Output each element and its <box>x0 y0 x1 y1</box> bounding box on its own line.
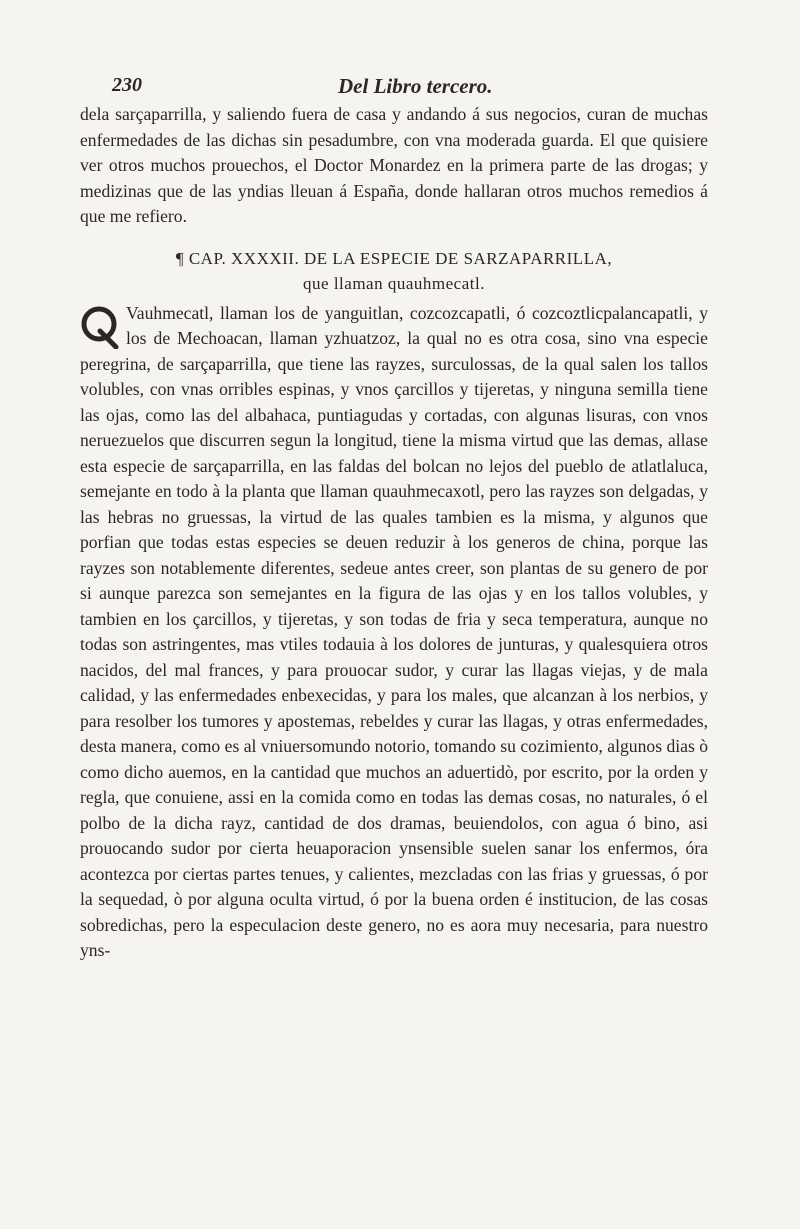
chapter-subheading: que llaman quauhmecatl. <box>303 273 485 293</box>
running-head <box>0 74 800 104</box>
chapter-heading: ¶ CAP. XXXXII. DE LA ESPECIE DE SARZAPARRILLA, <box>175 248 613 268</box>
paragraph-main-text: Vauhmecatl, llaman los de yanguitlan, cozcozcapatli, ó cozcoztlicpalancapatli, y los de Mechoacan, llaman yzhuatzoz, la qual no es otra cosa, sino vna especie peregrina, de sarçaparrilla, que tiene las rayzes, surculossas, de la qual salen los tallos volubles, con vnas orribles espinas, y vnos çarcillos y tijeretas, y ninguna semilla tiene las ojas, como las del albahaca, puntiagudas y cortadas, con algunas lisuras, con vnos neruezuelos que discurren segun la longitud, tiene la misma virtud que las demas, allase esta especie de sarçaparrilla, en las faldas del bolcan no lejos del pueblo de atlatlaluca, semejante en todo à la planta que llaman quauhmecaxotl, pero las rayzes son delgadas, y las hebras no gruessas, la virtud de las quales tambien es la misma, y algunos que porfian que todas estas especies se deuen reduzir à los generos de china, porque las rayzes son notablemente diferentes, sedeue antes creer, son plantas de su genero de por si aunque parezca son semejantes en la figura de las ojas y en los tallos volubles, y tambien en los çarcillos, y tijeretas, y son todas de fria y seca temperatura, aunque no todas son astringentes, mas vtiles todauia à los dolores de junturas, y qualesquiera otros nacidos, del mal frances, y para prouocar sudor, y curar las llagas viejas, y de mala calidad, y las enfermedades enbexecidas, y para los males, que alcanzan à los nerbios, y para resolber los tumores y apostemas, rebeldes y curar las llagas, y otras enfermedades, desta manera, como es al vniuersomundo notorio, tomando su cozimiento, algunos dias ò como dicho auemos, en la cantidad que muchos an aduertidò, por escrito, por la orden y regla, que conuiene, assi en la comida como en todas las demas cosas, no naturales, ó el polbo de la dicha rayz, cantidad de dos dramas, beuiendolos, con agua ó bino, asi prouocando sudor por cierta heuaporacion ynsensible suelen sanar los enfermos, óra acontezca por ciertas partes tenues, y calientes, mezcladas con las frias y gruessas, ó por la sequedad, ò por alguna oculta virtud, ó por la buena orden é institucion, de las cosas sobredichas, pero la especulacion deste genero, no es aora muy necesaria, para nuestro yns- <box>80 302 708 960</box>
running-title: Del Libro tercero. <box>338 74 493 98</box>
paragraph-intro: dela sarçaparrilla, y saliendo fuera de casa y andando á sus negocios, curan de muchas enfermedades de las dichas sin pesadumbre, con vna moderada guarda. El que quisiere ver otros muchos prouechos, el Doctor Monardez en la primera parte de las drogas; y medizinas que de las yndias lleuan á España, donde hallaran otros muchos remedios á que me refiero. <box>80 104 708 226</box>
body-text <box>80 102 708 964</box>
drop-cap-q-icon <box>80 303 120 349</box>
paragraph-main <box>80 301 708 964</box>
page-number: 230 <box>112 74 142 96</box>
